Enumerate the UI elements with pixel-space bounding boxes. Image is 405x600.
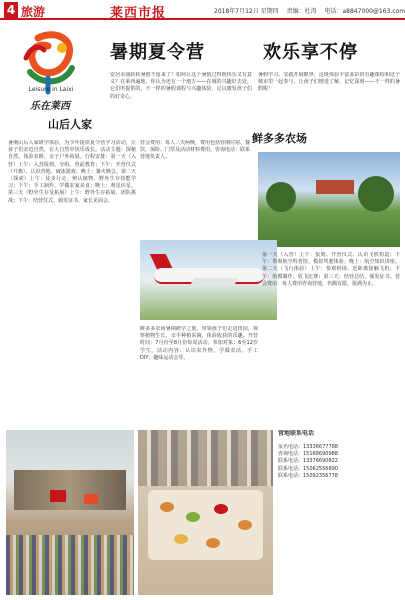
header-editor: 责编：杜涛 [286,8,317,15]
xiang-cost: 营会费用：每人三天两晚，费用包括营期住宿、餐饮、保险、门票及活动材料费用。咨询电话：联系营地负责人。 [140,140,250,161]
cooking-photo [138,430,273,595]
xiang-body: 暑期山后人家研学体验，为少年提供夏令营学习活动，让孩子们亲近自然，在大自然中快乐成长。活动主题：探秘自然、体验农耕、亲子户外拓展。行程安排：第一天（入营）上午：入营报到、分组、营前教育；下午：开营仪式（升旗）、认识营地、破冰游戏；晚上：篝火晚会。第二天（探索）上午：徒步行走、辨认植物、野外生存技能学习；下午：手工制作、学做农家美食；晚上：观星识星。第三天（野外生存及拓展）上午：野外生存拓展、团队挑战；下午：结营仪式、颁发证书、家长见面会。 [8,140,136,204]
farm-title: 鲜多多农场 [252,132,307,145]
camp-photo [6,430,134,595]
logo-chinese-text: 乐在莱西 [30,101,70,112]
contact-line: 咨询电话：15168690988 [278,451,338,458]
header-info [214,6,405,15]
intro-text: 安居美丽转转暑假不留来了！如何让这个暑假过得既快乐又有意义？在莱西遍地，你认为还有一个地方——在城的兴趣好去处，它们所提供的，不一样的暑假课程与兴趣体验，足以激发孩子们的好奇心。 [110,72,252,100]
contact-line: 报名电话：13336677788 [278,444,338,450]
contact-title: 营地联系电话 [278,430,315,437]
intro-text-right: 暑假学习、实践开阔眼界，这既体验丰富多彩的有趣课程和这个城市里一起参与，让孩子们增进了解，记忆深刻——不一样的暑假呢！ [258,72,400,93]
laixi-logo-icon [18,28,82,108]
header-email: 电话：a8847000@163.com [324,8,405,15]
contact-line: 联系电话：15092356778 [278,472,338,479]
farm-photo [258,152,400,247]
farm-body: 鲜多多农场暑期研学之旅，带领孩子们走进田园，观察植物生长，亲手种植采摘，体验收获的乐趣。开营时间：7月份至8月份每周活动。参加对象：6至12岁学生。活动内容：认识农作物、学做农活、手工DIY、趣味运动会等。 [140,326,258,361]
contact-line: 联系电话：13376690822 [278,458,338,465]
logo-english-text: Leisure in Laixi [28,86,74,93]
plane-body: 第一天（入营）上午：报到、开营仪式、认识飞机构造；下午：参观航空科普馆、模拟驾驶体验；晚上：航空知识讲座。第二天（飞行体验）上午：参观机场、近距离接触飞机；下午：航模制作、放飞比赛；第三天：结营总结、颁发证书。营会费用：每人费用咨询营地，名额有限，报满为止。 [262,252,400,287]
page-header [0,0,405,20]
header-date: 2018年7月12日 星期四 [214,8,279,15]
page-number: 4 [4,2,18,18]
contact-line: 联系电话：15062556890 [278,465,338,472]
xiang-title: 山后人家 [48,118,92,131]
paper-name: 莱西市报 [110,6,167,21]
plane-photo [140,240,277,320]
headline-left: 暑期夏令营 [110,42,205,63]
headline-right: 欢乐享不停 [263,42,358,63]
contact-list [278,444,400,594]
section-name: 旅游 [21,5,46,19]
